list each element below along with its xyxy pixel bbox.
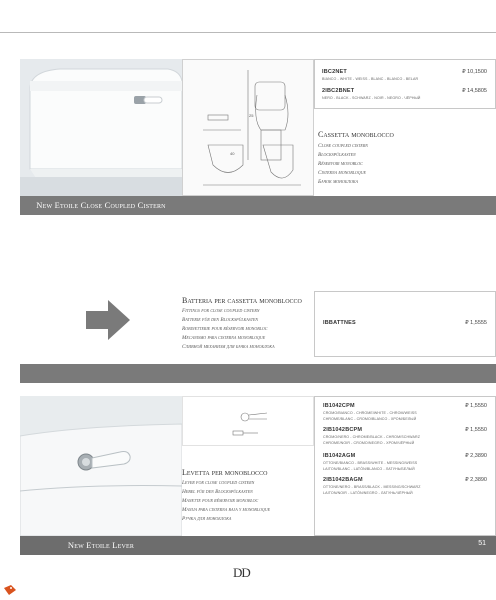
product-desc: LAITON/NOIR - LATÓN/NEGRO - ЛАТУНЬ/ЧЁРНЫЙ — [323, 491, 413, 495]
cistern-desc-line: Cisterna monobloque — [318, 170, 366, 176]
brand-logo: DD — [233, 565, 250, 580]
product-price: ₽ 1,5550 — [465, 403, 487, 409]
product-code: IB1042AGM — [323, 453, 356, 459]
arrow-right-icon — [84, 296, 132, 344]
grey-band-1 — [182, 196, 496, 215]
lever-caption: New Etoile Lever — [67, 540, 135, 550]
cistern-desc-line: Réservoir monobloc — [318, 161, 363, 167]
cistern-desc-line: Close coupled cistern — [318, 143, 368, 149]
product-desc: LAITON/BLANC - LATÓN/BLANCO - ЛАТУНЬ/БЕЛЫЙ — [323, 467, 415, 471]
product-code: IBC2NET — [322, 69, 347, 75]
product-code: IB1042CPM — [323, 403, 355, 409]
top-rule — [0, 32, 496, 33]
product-desc: OTTONE/NERO - BRASS/BLACK - MESSING/SCHWARZ — [323, 485, 421, 489]
fittings-title: Batteria per cassetta monoblocco — [182, 296, 302, 305]
lever-desc-line: Manija para cisterna baja y monobloque — [182, 507, 271, 513]
product-price: ₽ 2,3890 — [465, 477, 487, 483]
product-desc: OTTONE/BIANCO - BRASS/WHITE - MESSING/WEISS — [323, 461, 418, 465]
lever-photo — [20, 396, 182, 536]
product-code: IBBATTNES — [323, 320, 356, 326]
lever-technical-drawing — [182, 396, 314, 446]
lever-product-box — [314, 396, 496, 536]
product-price: ₽ 1,5550 — [465, 427, 487, 433]
product-code: 2IB1042BCPM — [323, 427, 363, 433]
fittings-desc-line: Batterie für den Blockspülkasten — [182, 317, 259, 323]
product-code: 2IB1042BAGM — [323, 477, 363, 483]
cistern-desc-line: Бачок моноблока — [318, 179, 358, 185]
cistern-photo — [20, 59, 182, 196]
lever-caption-bar — [20, 536, 182, 555]
lever-desc-line: Hebel für den Blockspülkasten — [182, 489, 253, 495]
fittings-desc-line: Сливной механизм для бачка моноблока — [182, 344, 275, 350]
grey-band-3 — [182, 536, 496, 555]
page-number: 51 — [478, 540, 486, 547]
product-desc: CHROME/NOIR - CROMO/NEGRO - ХРОМ/ЧЁРНЫЙ — [323, 441, 415, 445]
product-price: ₽ 2,3890 — [465, 453, 487, 459]
grey-band-2 — [20, 364, 496, 383]
cistern-desc-line: Blockspülkasten — [318, 152, 356, 158]
cistern-caption-bar — [20, 196, 182, 215]
product-code: 2IBC2BNET — [322, 88, 355, 94]
tag-icon — [3, 584, 17, 596]
svg-text:40: 40 — [230, 151, 235, 156]
product-desc: NERO - BLACK - SCHWARZ - NOIR - NEGRO - ЧЁРНЫЙ — [322, 96, 421, 100]
fittings-desc-line: Mecanismo para cisterna monobloque — [182, 335, 266, 341]
lever-desc-line: Manette pour réservoir monobloc — [182, 498, 259, 504]
cistern-title: Cassetta monoblocco — [318, 130, 394, 139]
lever-desc-line: Ручка для моноблока — [182, 516, 232, 522]
lever-title: Levetta per monoblocco — [182, 468, 268, 477]
fittings-product-box — [314, 291, 496, 357]
fittings-desc-line: Robinetterie pour réservoir monobloc — [182, 326, 268, 332]
svg-text:25: 25 — [249, 113, 254, 118]
cistern-technical-drawing — [182, 59, 314, 196]
fittings-desc-line: Fittings for close coupled cistern — [182, 308, 260, 314]
product-price: ₽ 10,1500 — [462, 69, 487, 75]
product-price: ₽ 1,5555 — [465, 320, 487, 326]
product-desc: BIANCO - WHITE - WEISS - BLANC - BLANCO - BELAR — [322, 77, 419, 81]
product-desc: CROMO/NERO - CHROME/BLACK - CHROM/SCHWARZ — [323, 435, 421, 439]
product-desc: CROMO/BIANCO - CHROME/WHITE - CHROM/WEISS — [323, 411, 417, 415]
product-price: ₽ 14,5805 — [462, 88, 487, 94]
lever-desc-line: Lever for close coupled cistern — [182, 480, 255, 486]
product-desc: CHROME/BLANC - CROMO/BLANCO - ХРОМ/БЕЛЫЙ — [323, 417, 417, 421]
cistern-caption: New Etoile Close Coupled Cistern — [36, 200, 166, 210]
cistern-product-box — [314, 59, 496, 109]
